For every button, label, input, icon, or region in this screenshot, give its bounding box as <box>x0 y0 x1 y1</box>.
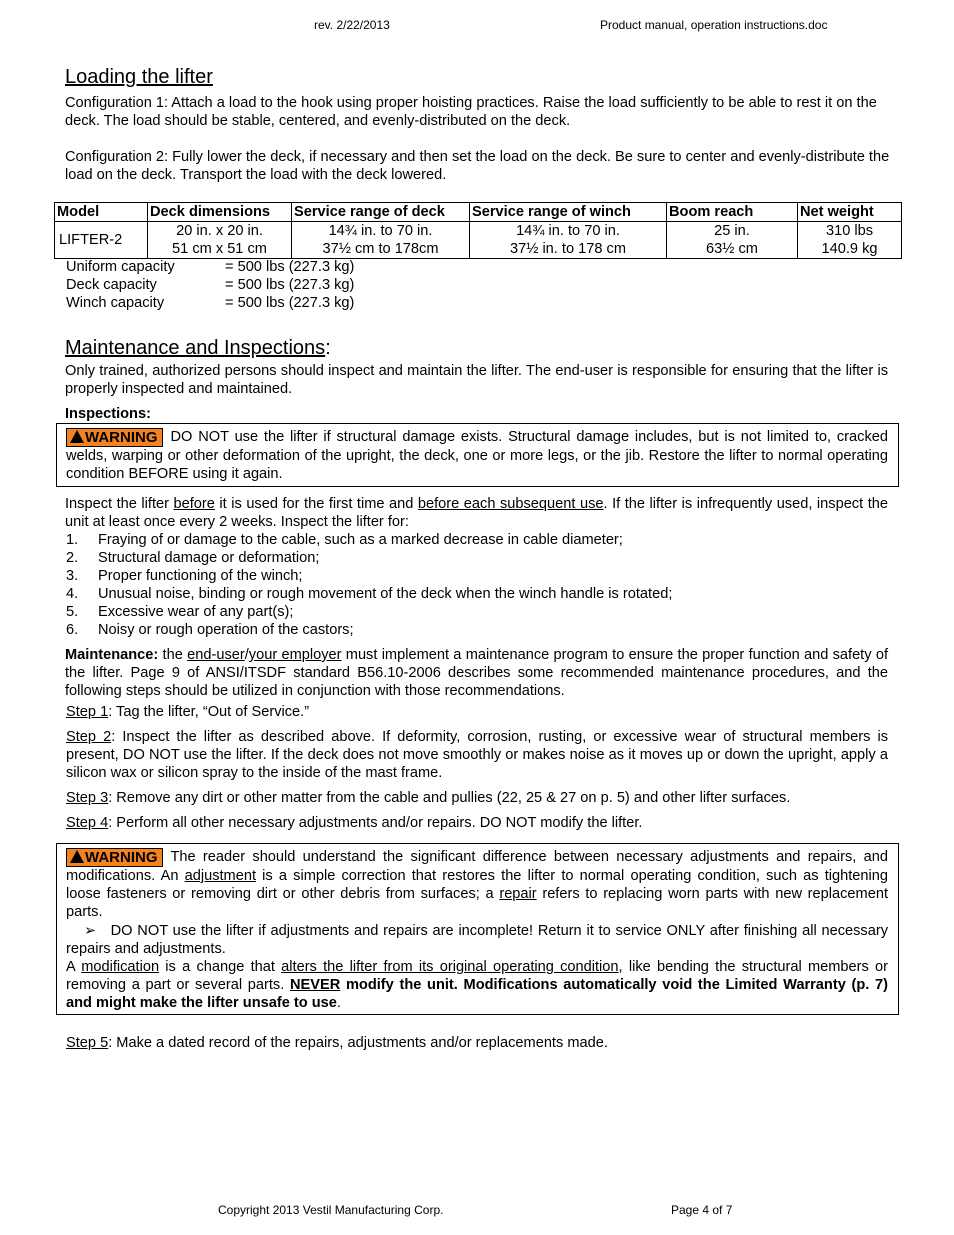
table-row <box>55 222 902 259</box>
cell-winch-range: 14¾ in. to 70 in. 37½ in. to 178 cm <box>470 222 667 259</box>
footer-copyright: Copyright 2013 Vestil Manufacturing Corp. <box>218 1203 444 1217</box>
cell-boom-reach: 25 in. 63½ cm <box>667 222 798 259</box>
step-1: Step 1: Tag the lifter, “Out of Service.” <box>66 704 310 720</box>
warning-structural-text: WARNING DO NOT use the lifter if structural damage exists. Structural damage includes, but is not limited to, cracked welds, warping or other deformation of the upright, the deck, one or more legs, or the jib. Restore the lifter to normal operating condition BEFORE using it again. <box>66 429 888 482</box>
header-rev: rev. 2/22/2013 <box>314 18 390 32</box>
spec-table <box>54 202 902 259</box>
warning-bullet-text: ➢ DO NOT use the lifter if adjustments and repairs are incomplete! Return it to service ONLY after finishing all necessary repairs and adjustments. <box>66 923 888 957</box>
arrow-bullet-icon: ➢ <box>84 923 97 939</box>
maintenance-paragraph: Maintenance: the end-user/your employer must implement a maintenance program to ensure the proper function and safety of the lifter. Page 9 of ANSI/ITSDF standard B56.10-2006 describes some recommended maintenance procedures, and the following steps should be utilized in conjunction with those recommendations. <box>65 647 888 699</box>
col-deck-range: Service range of deck <box>292 203 470 222</box>
warning-badge: WARNING <box>66 848 163 867</box>
loading-title: Loading the lifter <box>65 66 213 88</box>
maintenance-intro: Only trained, authorized persons should inspect and maintain the lifter. The end-user is responsible for ensuring that the lifter is properly inspected and maintained. <box>65 363 888 397</box>
col-winch-range: Service range of winch <box>470 203 667 222</box>
col-deck-dimensions: Deck dimensions <box>148 203 292 222</box>
list-item: 3. Proper functioning of the winch; <box>66 568 303 584</box>
spec-table-header-row <box>55 203 902 222</box>
cell-model: LIFTER-2 <box>55 222 148 259</box>
list-item: 2. Structural damage or deformation; <box>66 550 320 566</box>
warning-modifications-text: WARNING The reader should understand the significant difference between necessary adjustments and repairs, and modifications. An adjustment is a simple correction that restores the lifter to normal operating condition, such as tightening loose fasteners or removing dirt or other debris from surfaces; a repair refers to replacing worn parts with new replacement parts. <box>66 849 888 920</box>
warning-modification-text: A modification is a change that alters the lifter from its original operating condition, like bending the structural members or removing a part or several parts. NEVER modify the unit. Modifications automatically void the Limited Warranty (p. 7) and might make the lifter unsafe to use. <box>66 959 889 1011</box>
inspection-list <box>66 531 888 639</box>
list-item: 1. Fraying of or damage to the cable, such as a marked decrease in cable diameter; <box>66 532 623 548</box>
col-boom-reach: Boom reach <box>667 203 798 222</box>
config1-text: Configuration 1: Attach a load to the hook using proper hoisting practices. Raise the load sufficiently to be able to rest it on the deck. The load should be stable, centered, and evenly-distributed on the deck. <box>65 95 877 129</box>
warning-triangle-icon <box>70 430 84 443</box>
config2-text: Configuration 2: Fully lower the deck, if necessary and then set the load on the deck. Be sure to center and evenly-distribute the load on the deck. Transport the load with the deck lowered. <box>65 149 890 183</box>
list-item: 5. Excessive wear of any part(s); <box>66 604 294 620</box>
col-model: Model <box>55 203 148 222</box>
col-net-weight: Net weight <box>798 203 902 222</box>
step-5: Step 5: Make a dated record of the repairs, adjustments and/or replacements made. <box>66 1035 608 1051</box>
inspect-paragraph: Inspect the lifter before it is used for the first time and before each subsequent use. If the lifter is infrequently used, inspect the unit at least once every 2 weeks. Inspect the lifter for: <box>65 496 888 530</box>
inspections-label: Inspections: <box>65 406 151 422</box>
cell-deck-dimensions: 20 in. x 20 in. 51 cm x 51 cm <box>148 222 292 259</box>
step-2: Step 2: Inspect the lifter as described above. If deformity, corrosion, rusting, or excessive wear of structural members is present, DO NOT use the lifter. If the deck does not move smoothly or makes noise as it moves up or down the upright, apply a silicon wax or silicon spray to the inside of the mast frame. <box>66 729 888 781</box>
footer-page-number: Page 4 of 7 <box>671 1203 733 1217</box>
warning-box-structural <box>56 423 899 487</box>
cell-deck-range: 14¾ in. to 70 in. 37½ cm to 178cm <box>292 222 470 259</box>
maintenance-title: Maintenance and Inspections: <box>65 337 331 359</box>
capacity-winch: Winch capacity = 500 lbs (227.3 kg) <box>66 295 355 311</box>
list-item: 4. Unusual noise, binding or rough movement of the deck when the winch handle is rotated; <box>66 586 673 602</box>
header-filename: Product manual, operation instructions.doc <box>600 18 828 32</box>
warning-badge: WARNING <box>66 428 163 447</box>
capacity-uniform: Uniform capacity = 500 lbs (227.3 kg) <box>66 259 355 275</box>
capacity-deck: Deck capacity = 500 lbs (227.3 kg) <box>66 277 355 293</box>
list-item: 6. Noisy or rough operation of the castors; <box>66 622 354 638</box>
step-4: Step 4: Perform all other necessary adjustments and/or repairs. DO NOT modify the lifter. <box>66 815 643 831</box>
step-3: Step 3: Remove any dirt or other matter from the cable and pullies (22, 25 & 27 on p. 5) and other lifter surfaces. <box>66 790 791 806</box>
cell-net-weight: 310 lbs 140.9 kg <box>798 222 902 259</box>
warning-triangle-icon <box>70 850 84 863</box>
warning-box-modifications <box>56 843 899 1015</box>
